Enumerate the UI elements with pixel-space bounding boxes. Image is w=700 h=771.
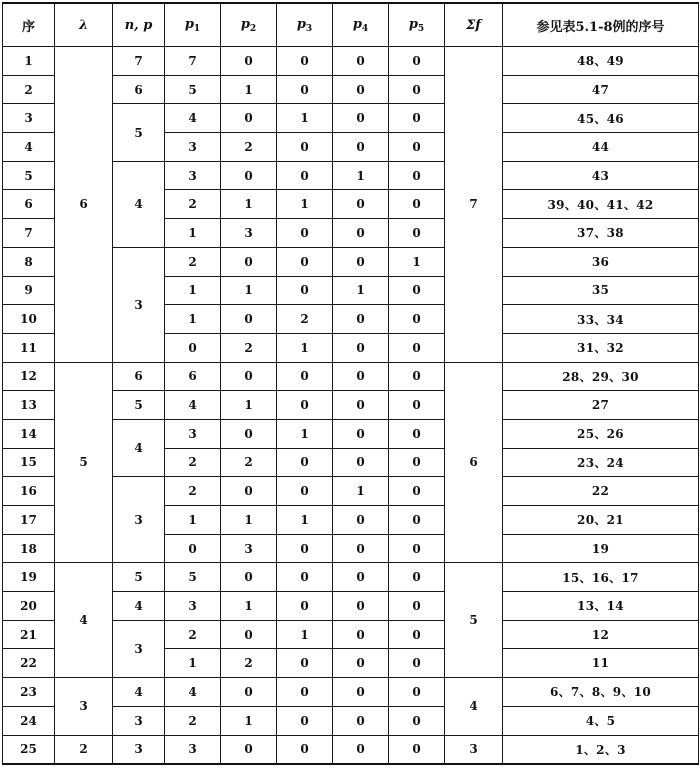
p2-cell: 0 [221,477,277,506]
p4-cell: 1 [333,477,389,506]
np-cell: 4 [113,161,165,247]
p3-cell: 0 [277,75,333,104]
p5-cell: 0 [389,75,445,104]
p5-cell: 0 [389,506,445,535]
ref-cell: 36 [503,247,699,276]
p1-cell: 4 [165,104,221,133]
lambda-cell: 3 [55,678,113,735]
p4-cell: 0 [333,448,389,477]
p3-cell: 1 [277,419,333,448]
ref-cell: 45、46 [503,104,699,133]
p1-cell: 6 [165,362,221,391]
np-cell: 6 [113,75,165,104]
p3-cell: 0 [277,276,333,305]
p1-cell: 2 [165,247,221,276]
p4-cell: 0 [333,534,389,563]
p5-cell: 0 [389,649,445,678]
p4-cell: 0 [333,333,389,362]
p5-cell: 0 [389,391,445,420]
p3-cell: 0 [277,219,333,248]
header-p1 [165,3,221,47]
p2-cell: 1 [221,276,277,305]
p2-cell: 0 [221,678,277,707]
seq-cell: 22 [3,649,55,678]
seq-cell: 10 [3,305,55,334]
p4-cell: 1 [333,276,389,305]
p2-cell: 0 [221,419,277,448]
seq-cell: 9 [3,276,55,305]
seq-cell: 20 [3,592,55,621]
sigma-f-cell: 6 [445,362,503,563]
seq-cell: 3 [3,104,55,133]
header-p5 [389,3,445,47]
table-row [3,47,699,76]
p4-cell: 0 [333,47,389,76]
p1-subscript: 1 [193,23,201,34]
ref-cell: 19 [503,534,699,563]
ref-cell: 23、24 [503,448,699,477]
p2-cell: 0 [221,247,277,276]
table-row [3,563,699,592]
p1-cell: 3 [165,735,221,764]
seq-cell: 21 [3,620,55,649]
p5-cell: 0 [389,448,445,477]
ref-cell: 20、21 [503,506,699,535]
seq-cell: 4 [3,133,55,162]
p5-cell: 0 [389,47,445,76]
ref-cell: 27 [503,391,699,420]
p5-cell: 1 [389,247,445,276]
p2-cell: 0 [221,47,277,76]
p4-cell: 0 [333,247,389,276]
np-cell: 3 [113,247,165,362]
p1-cell: 7 [165,47,221,76]
p1-cell: 2 [165,190,221,219]
ref-cell: 39、40、41、42 [503,190,699,219]
table-row [3,735,699,764]
seq-cell: 7 [3,219,55,248]
header-p3 [277,3,333,47]
p4-cell: 0 [333,678,389,707]
p2-cell: 1 [221,75,277,104]
p5-cell: 0 [389,276,445,305]
p3-cell: 0 [277,649,333,678]
p3-cell: 0 [277,448,333,477]
header-ref: 参见表5.1-8例的序号 [503,3,699,47]
p1-cell: 3 [165,133,221,162]
p-symbol: p [240,16,250,32]
p4-cell: 0 [333,190,389,219]
seq-cell: 5 [3,161,55,190]
p1-cell: 3 [165,419,221,448]
seq-cell: 1 [3,47,55,76]
p3-cell: 0 [277,592,333,621]
p5-cell: 0 [389,362,445,391]
p4-cell: 0 [333,506,389,535]
header-p2 [221,3,277,47]
seq-cell: 11 [3,333,55,362]
p2-cell: 1 [221,506,277,535]
p2-cell: 0 [221,620,277,649]
p3-cell: 1 [277,620,333,649]
p3-cell: 1 [277,506,333,535]
p3-cell: 0 [277,391,333,420]
p1-cell: 1 [165,219,221,248]
p2-cell: 2 [221,133,277,162]
p5-cell: 0 [389,190,445,219]
ref-cell: 11 [503,649,699,678]
p4-cell: 1 [333,161,389,190]
table-header [3,3,699,47]
p3-cell: 1 [277,190,333,219]
p5-cell: 0 [389,333,445,362]
np-cell: 6 [113,362,165,391]
p4-cell: 0 [333,362,389,391]
p4-cell: 0 [333,75,389,104]
header-np: n, p [113,3,165,47]
p1-cell: 3 [165,592,221,621]
lambda-cell: 6 [55,47,113,363]
np-cell: 7 [113,47,165,76]
np-cell: 4 [113,678,165,707]
p2-cell: 3 [221,219,277,248]
p4-cell: 0 [333,305,389,334]
p2-cell: 0 [221,305,277,334]
table-row [3,678,699,707]
p1-cell: 2 [165,448,221,477]
seq-cell: 19 [3,563,55,592]
p3-cell: 0 [277,534,333,563]
np-cell: 3 [113,620,165,677]
ref-cell: 48、49 [503,47,699,76]
ref-cell: 1、2、3 [503,735,699,764]
lambda-cell: 5 [55,362,113,563]
p3-cell: 0 [277,477,333,506]
p5-cell: 0 [389,219,445,248]
p3-cell: 0 [277,362,333,391]
seq-cell: 13 [3,391,55,420]
p4-cell: 0 [333,649,389,678]
np-cell: 5 [113,104,165,161]
np-cell: 4 [113,592,165,621]
ref-cell: 31、32 [503,333,699,362]
p5-cell: 0 [389,706,445,735]
np-cell: 5 [113,391,165,420]
ref-cell: 37、38 [503,219,699,248]
sigma-f-cell: 5 [445,563,503,678]
ref-cell: 25、26 [503,419,699,448]
np-cell: 4 [113,419,165,476]
p3-cell: 0 [277,706,333,735]
p2-cell: 0 [221,362,277,391]
ref-cell: 44 [503,133,699,162]
p2-cell: 0 [221,161,277,190]
p5-cell: 0 [389,620,445,649]
p5-cell: 0 [389,419,445,448]
p3-cell: 0 [277,247,333,276]
p2-cell: 1 [221,592,277,621]
p5-subscript: 5 [417,23,425,34]
seq-cell: 18 [3,534,55,563]
p5-cell: 0 [389,678,445,707]
p2-cell: 2 [221,448,277,477]
p2-cell: 1 [221,706,277,735]
p3-cell: 0 [277,678,333,707]
p2-cell: 0 [221,104,277,133]
header-seq: 序 [3,3,55,47]
seq-cell: 8 [3,247,55,276]
p1-cell: 4 [165,678,221,707]
p2-subscript: 2 [249,23,257,34]
table-row [3,362,699,391]
seq-cell: 2 [3,75,55,104]
p4-cell: 0 [333,620,389,649]
np-cell: 3 [113,477,165,563]
ref-cell: 13、14 [503,592,699,621]
p5-cell: 0 [389,563,445,592]
np-cell: 3 [113,706,165,735]
p3-cell: 1 [277,104,333,133]
ref-cell: 15、16、17 [503,563,699,592]
p5-cell: 0 [389,161,445,190]
lambda-cell: 2 [55,735,113,764]
header-lambda: λ [55,3,113,47]
ref-cell: 12 [503,620,699,649]
p4-cell: 0 [333,391,389,420]
p4-cell: 0 [333,219,389,248]
p1-cell: 5 [165,563,221,592]
ref-cell: 43 [503,161,699,190]
p5-cell: 0 [389,592,445,621]
p4-cell: 0 [333,133,389,162]
seq-cell: 25 [3,735,55,764]
seq-cell: 14 [3,419,55,448]
combination-table [2,2,699,765]
p2-cell: 0 [221,735,277,764]
ref-cell: 33、34 [503,305,699,334]
np-cell: 5 [113,563,165,592]
p5-cell: 0 [389,305,445,334]
p1-cell: 0 [165,333,221,362]
header-sigma-f: Σf [445,3,503,47]
ref-cell: 47 [503,75,699,104]
p3-cell: 0 [277,161,333,190]
seq-cell: 15 [3,448,55,477]
sigma-f-cell: 3 [445,735,503,764]
ref-cell: 35 [503,276,699,305]
p3-cell: 0 [277,133,333,162]
header-p4 [333,3,389,47]
p4-cell: 0 [333,104,389,133]
p5-cell: 0 [389,104,445,133]
sigma-f-cell: 4 [445,678,503,735]
sigma-f-cell: 7 [445,47,503,363]
p4-cell: 0 [333,419,389,448]
p3-cell: 2 [277,305,333,334]
p5-cell: 0 [389,735,445,764]
p3-cell: 0 [277,47,333,76]
p-symbol: p [352,16,362,32]
np-cell: 3 [113,735,165,764]
p5-cell: 0 [389,133,445,162]
p3-cell: 0 [277,563,333,592]
p1-cell: 1 [165,649,221,678]
p-symbol: p [408,16,418,32]
p4-cell: 0 [333,706,389,735]
p1-cell: 0 [165,534,221,563]
p1-cell: 3 [165,161,221,190]
seq-cell: 16 [3,477,55,506]
ref-cell: 22 [503,477,699,506]
p2-cell: 0 [221,563,277,592]
p1-cell: 4 [165,391,221,420]
p1-cell: 5 [165,75,221,104]
table-body [3,47,699,765]
p1-cell: 1 [165,506,221,535]
p5-cell: 0 [389,534,445,563]
p1-cell: 1 [165,276,221,305]
p1-cell: 1 [165,305,221,334]
seq-cell: 12 [3,362,55,391]
seq-cell: 17 [3,506,55,535]
document-page [2,2,699,765]
p2-cell: 1 [221,391,277,420]
ref-cell: 4、5 [503,706,699,735]
p4-subscript: 4 [361,23,369,34]
lambda-cell: 4 [55,563,113,678]
ref-cell: 28、29、30 [503,362,699,391]
p2-cell: 2 [221,649,277,678]
ref-cell: 6、7、8、9、10 [503,678,699,707]
p2-cell: 2 [221,333,277,362]
p-symbol: p [184,16,194,32]
p2-cell: 1 [221,190,277,219]
p5-cell: 0 [389,477,445,506]
p4-cell: 0 [333,592,389,621]
p4-cell: 0 [333,735,389,764]
p1-cell: 2 [165,477,221,506]
p2-cell: 3 [221,534,277,563]
seq-cell: 23 [3,678,55,707]
seq-cell: 24 [3,706,55,735]
p3-cell: 0 [277,735,333,764]
header-row [3,3,699,47]
seq-cell: 6 [3,190,55,219]
p4-cell: 0 [333,563,389,592]
p3-cell: 1 [277,333,333,362]
p1-cell: 2 [165,706,221,735]
p3-subscript: 3 [305,23,313,34]
p-symbol: p [296,16,306,32]
p1-cell: 2 [165,620,221,649]
